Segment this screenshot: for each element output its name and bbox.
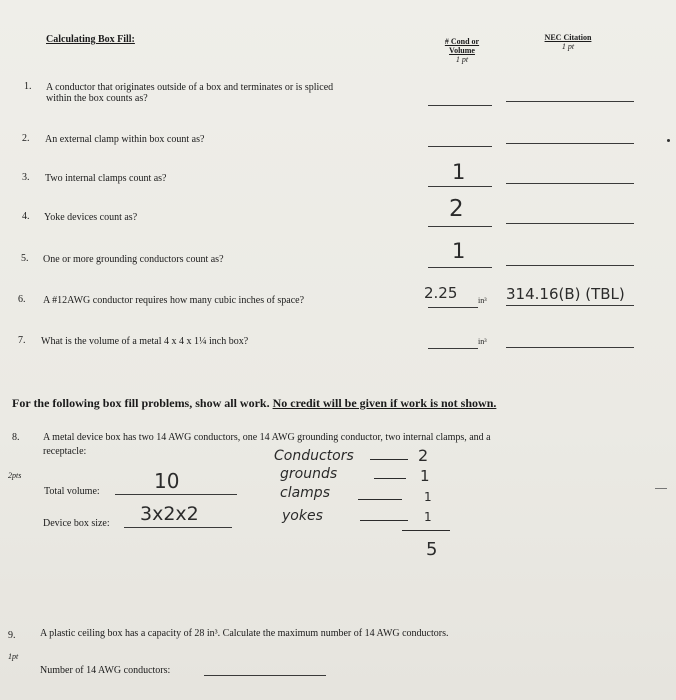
tally-count-clamps: 1 [424,490,432,504]
problem-9-answer-label: Number of 14 AWG conductors: [40,665,171,676]
answer-line-6[interactable] [428,307,478,308]
answer-line-4[interactable] [428,226,492,227]
answer-6-unit: in³ [478,296,487,305]
tally-dash-clamps [358,499,402,500]
answer-6-handwritten: 2.25 [424,284,458,302]
answer-line-2[interactable] [428,146,492,147]
total-volume-line[interactable] [115,494,237,495]
worksheet-title: Calculating Box Fill: [46,34,135,45]
answer-5-handwritten: 1 [452,239,466,263]
section-instructions-lead: For the following box fill problems, show all work. [12,396,270,410]
tally-dash-conductors [370,459,408,460]
question-1-number: 1. [24,81,32,92]
answer-line-3[interactable] [428,186,492,187]
question-1-line2: within the box counts as? [46,93,148,104]
tally-count-conductors: 2 [418,446,429,465]
question-6-number: 6. [18,294,26,305]
citation-line-3[interactable] [506,183,634,184]
question-1-text [46,82,333,104]
citation-line-5[interactable] [506,265,634,266]
problem-9-points: 1pt [8,652,19,661]
column-header-count-line2: Volume [449,46,475,55]
tally-label-clamps: clamps [280,485,330,501]
problem-9-number: 9. [8,630,16,641]
question-5-number: 5. [21,253,29,264]
answer-7-unit: in³ [478,337,487,346]
problem-8-number: 8. [12,432,20,443]
answer-4-handwritten: 2 [449,196,464,222]
total-volume-handwritten: 10 [154,469,180,493]
column-header-count [432,37,492,64]
question-2-text: An external clamp within box count as? [45,134,205,145]
tally-count-grounds: 1 [420,467,430,485]
problem-8-line1: A metal device box has two 14 AWG conductors, one 14 AWG grounding conductor, two internal clamps, and a [43,432,491,443]
tally-dash-grounds [374,478,406,479]
tally-count-yokes: 1 [424,510,432,524]
column-header-count-line1: # Cond or [444,37,480,46]
tally-dash-yokes [360,520,408,521]
tally-label-grounds: grounds [280,466,338,482]
question-3-number: 3. [22,172,30,183]
column-header-citation-points: 1 pt [561,42,575,51]
answer-line-1[interactable] [428,105,492,106]
device-box-size-line[interactable] [124,527,232,528]
citation-line-4[interactable] [506,223,634,224]
problem-9-text: A plastic ceiling box has a capacity of 28 in³. Calculate the maximum number of 14 AWG conductors. [40,628,449,639]
citation-line-2[interactable] [506,143,634,144]
citation-line-6[interactable] [506,305,634,306]
question-4-text: Yoke devices count as? [44,212,138,223]
question-7-number: 7. [18,335,26,346]
citation-6-handwritten: 314.16(B) (TBL) [506,285,625,303]
problem-9-answer-line[interactable] [204,675,326,676]
question-5-text: One or more grounding conductors count as? [43,254,224,265]
tally-label-conductors: Conductors [274,448,354,464]
question-2-number: 2. [22,133,30,144]
problem-8-points: 2pts [8,471,22,480]
column-header-citation [532,33,604,51]
tally-total: 5 [426,539,438,560]
column-header-count-points: 1 pt [455,55,469,64]
section-instructions [12,396,496,411]
question-7-text: What is the volume of a metal 4 x 4 x 1¼ inch box? [41,336,249,347]
answer-3-handwritten: 1 [452,160,466,184]
total-volume-label: Total volume: [44,486,100,497]
citation-line-7[interactable] [506,347,634,348]
device-box-size-label: Device box size: [43,518,110,529]
stray-mark [655,488,667,489]
answer-line-7[interactable] [428,348,478,349]
tally-sum-line [402,530,450,531]
question-6-text: A #12AWG conductor requires how many cubic inches of space? [43,295,305,306]
question-4-number: 4. [22,211,30,222]
question-1-line1: A conductor that originates outside of a box and terminates or is spliced [46,82,334,93]
device-box-size-handwritten: 3x2x2 [140,503,199,525]
stray-dot [667,139,670,142]
section-instructions-warning: No credit will be given if work is not shown. [272,396,497,410]
tally-label-yokes: yokes [282,508,323,524]
answer-line-5[interactable] [428,267,492,268]
problem-8-line2: receptacle: [43,446,87,457]
question-3-text: Two internal clamps count as? [45,173,167,184]
column-header-citation-line1: NEC Citation [544,33,592,42]
citation-line-1[interactable] [506,101,634,102]
